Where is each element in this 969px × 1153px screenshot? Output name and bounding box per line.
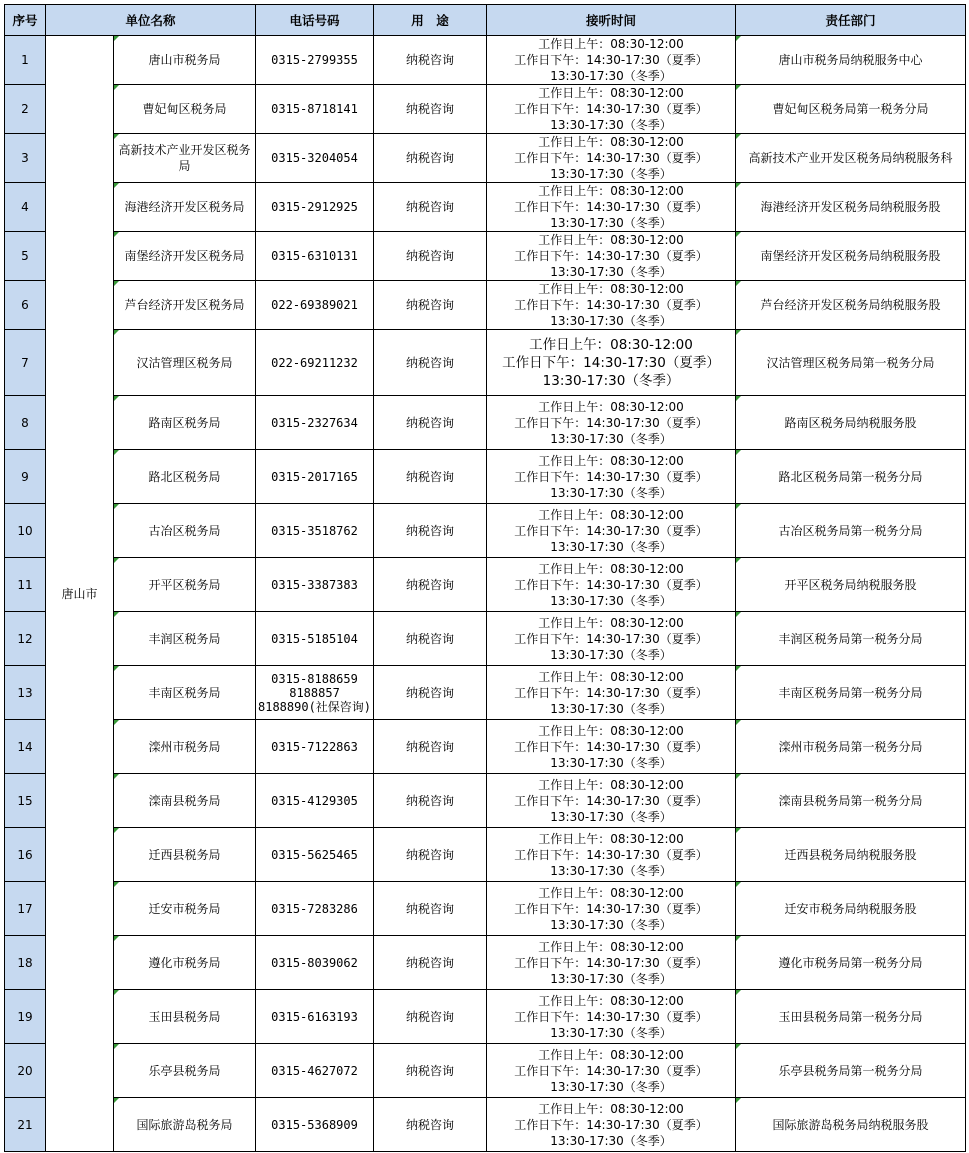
hours-line: 工作日下午：14:30-17:30（夏季） (514, 523, 708, 538)
row-seq: 15 (5, 774, 46, 828)
hours-line: 工作日下午：14:30-17:30（夏季） (514, 151, 708, 165)
row-seq: 11 (5, 558, 46, 612)
table-row (5, 232, 966, 281)
usage: 纳税咨询 (374, 504, 487, 558)
unit-name: 芦台经济开发区税务局 (114, 281, 256, 330)
hours-line: 13:30-17:30（冬季） (550, 431, 672, 446)
row-seq: 21 (5, 1098, 46, 1152)
usage: 纳税咨询 (374, 666, 487, 720)
row-seq: 17 (5, 882, 46, 936)
hours-line: 工作日下午：14:30-17:30（夏季） (514, 739, 708, 754)
row-seq: 4 (5, 183, 46, 232)
unit-name: 丰南区税务局 (114, 666, 256, 720)
hours-line: 工作日上午：08:30-12:00 (538, 233, 684, 247)
hours-line: 13:30-17:30（冬季） (550, 539, 672, 554)
responsible-dept: 开平区税务局纳税服务股 (736, 558, 966, 612)
usage: 纳税咨询 (374, 612, 487, 666)
row-seq: 16 (5, 828, 46, 882)
usage: 纳税咨询 (374, 882, 487, 936)
usage: 纳税咨询 (374, 558, 487, 612)
hours-line: 工作日下午：14:30-17:30（夏季） (514, 1063, 708, 1078)
usage: 纳税咨询 (374, 990, 487, 1044)
header-phone: 电话号码 (256, 5, 374, 36)
hours-line: 工作日下午：14:30-17:30（夏季） (502, 354, 720, 371)
usage: 纳税咨询 (374, 1098, 487, 1152)
hours-line: 工作日下午：14:30-17:30（夏季） (514, 1009, 708, 1024)
responsible-dept: 南堡经济开发区税务局纳税服务股 (736, 232, 966, 281)
responsible-dept: 汉沽管理区税务局第一税务分局 (736, 330, 966, 396)
header-row (5, 5, 966, 36)
row-seq: 20 (5, 1044, 46, 1098)
hours-line: 13:30-17:30（冬季） (550, 971, 672, 986)
unit-name: 汉沽管理区税务局 (114, 330, 256, 396)
phone-number: 0315-7122863 (256, 720, 374, 774)
unit-name: 迁安市税务局 (114, 882, 256, 936)
table-row (5, 990, 966, 1044)
phone-number: 0315-5368909 (256, 1098, 374, 1152)
service-hours (487, 558, 736, 612)
hours-line: 工作日上午：08:30-12:00 (538, 561, 684, 576)
hours-line: 13:30-17:30（冬季） (550, 917, 672, 932)
hours-line: 工作日上午：08:30-12:00 (538, 669, 684, 684)
service-hours (487, 720, 736, 774)
hours-line: 工作日上午：08:30-12:00 (538, 723, 684, 738)
hours-line: 工作日下午：14:30-17:30（夏季） (514, 577, 708, 592)
row-seq: 10 (5, 504, 46, 558)
hours-line: 工作日上午：08:30-12:00 (538, 615, 684, 630)
unit-name: 乐亭县税务局 (114, 1044, 256, 1098)
hours-line: 工作日下午：14:30-17:30（夏季） (514, 955, 708, 970)
usage: 纳税咨询 (374, 134, 487, 183)
responsible-dept: 芦台经济开发区税务局纳税服务股 (736, 281, 966, 330)
unit-name: 丰润区税务局 (114, 612, 256, 666)
row-seq: 19 (5, 990, 46, 1044)
row-seq: 14 (5, 720, 46, 774)
hours-line: 13:30-17:30（冬季） (550, 485, 672, 500)
table-row (5, 612, 966, 666)
service-hours (487, 396, 736, 450)
service-hours (487, 666, 736, 720)
responsible-dept: 滦州市税务局第一税务分局 (736, 720, 966, 774)
table-row (5, 134, 966, 183)
table-row (5, 1044, 966, 1098)
responsible-dept: 高新技术产业开发区税务局纳税服务科 (736, 134, 966, 183)
hours-line: 工作日上午：08:30-12:00 (538, 184, 684, 198)
hours-line: 13:30-17:30（冬季） (550, 1133, 672, 1148)
table-row (5, 450, 966, 504)
responsible-dept: 丰润区税务局第一税务分局 (736, 612, 966, 666)
hours-line: 工作日上午：08:30-12:00 (538, 507, 684, 522)
row-seq: 6 (5, 281, 46, 330)
unit-name: 滦州市税务局 (114, 720, 256, 774)
hours-line: 工作日上午：08:30-12:00 (538, 939, 684, 954)
hours-line: 工作日下午：14:30-17:30（夏季） (514, 200, 708, 214)
phone-number: 0315-4129305 (256, 774, 374, 828)
responsible-dept: 玉田县税务局第一税务分局 (736, 990, 966, 1044)
hours-line: 工作日上午：08:30-12:00 (538, 831, 684, 846)
table-row (5, 396, 966, 450)
usage: 纳税咨询 (374, 396, 487, 450)
responsible-dept: 遵化市税务局第一税务分局 (736, 936, 966, 990)
row-seq: 5 (5, 232, 46, 281)
row-seq: 12 (5, 612, 46, 666)
table-row (5, 774, 966, 828)
responsible-dept: 迁安市税务局纳税服务股 (736, 882, 966, 936)
table-row (5, 828, 966, 882)
phone-number: 0315-5185104 (256, 612, 374, 666)
unit-name: 南堡经济开发区税务局 (114, 232, 256, 281)
service-hours (487, 330, 736, 396)
table-row (5, 882, 966, 936)
hours-line: 13:30-17:30（冬季） (550, 167, 672, 181)
usage: 纳税咨询 (374, 936, 487, 990)
responsible-dept: 国际旅游岛税务局纳税服务股 (736, 1098, 966, 1152)
row-seq: 18 (5, 936, 46, 990)
header-unit: 单位名称 (46, 5, 256, 36)
table-row (5, 36, 966, 85)
hours-line: 工作日上午：08:30-12:00 (538, 135, 684, 149)
responsible-dept: 曹妃甸区税务局第一税务分局 (736, 85, 966, 134)
phone-number: 0315-2017165 (256, 450, 374, 504)
phone-number: 0315-8718141 (256, 85, 374, 134)
responsible-dept: 古冶区税务局第一税务分局 (736, 504, 966, 558)
table-row (5, 558, 966, 612)
service-hours (487, 134, 736, 183)
service-hours (487, 774, 736, 828)
hotline-table (4, 4, 966, 1152)
phone-number: 0315-3387383 (256, 558, 374, 612)
unit-name: 路北区税务局 (114, 450, 256, 504)
hours-line: 13:30-17:30（冬季） (550, 69, 672, 83)
service-hours (487, 1098, 736, 1152)
service-hours (487, 450, 736, 504)
header-dept: 责任部门 (736, 5, 966, 36)
usage: 纳税咨询 (374, 85, 487, 134)
table-row (5, 183, 966, 232)
hours-line: 工作日上午：08:30-12:00 (538, 885, 684, 900)
responsible-dept: 路北区税务局第一税务分局 (736, 450, 966, 504)
phone-number: 022-69389021 (256, 281, 374, 330)
phone-number: 0315-8188659 8188857 8188890(社保咨询) (256, 666, 374, 720)
responsible-dept: 海港经济开发区税务局纳税服务股 (736, 183, 966, 232)
phone-number: 0315-7283286 (256, 882, 374, 936)
hours-line: 工作日上午：08:30-12:00 (538, 453, 684, 468)
usage: 纳税咨询 (374, 450, 487, 504)
hours-line: 13:30-17:30（冬季） (550, 314, 672, 328)
usage: 纳税咨询 (374, 183, 487, 232)
hours-line: 工作日下午：14:30-17:30（夏季） (514, 793, 708, 808)
phone-number: 0315-2327634 (256, 396, 374, 450)
service-hours (487, 1044, 736, 1098)
unit-name: 海港经济开发区税务局 (114, 183, 256, 232)
hours-line: 工作日上午：08:30-12:00 (538, 1047, 684, 1062)
unit-name: 国际旅游岛税务局 (114, 1098, 256, 1152)
hours-line: 工作日下午：14:30-17:30（夏季） (514, 249, 708, 263)
responsible-dept: 滦南县税务局第一税务分局 (736, 774, 966, 828)
table-body (5, 36, 966, 1152)
unit-name: 唐山市税务局 (114, 36, 256, 85)
usage: 纳税咨询 (374, 1044, 487, 1098)
header-use: 用 途 (374, 5, 487, 36)
unit-name: 开平区税务局 (114, 558, 256, 612)
table-row (5, 936, 966, 990)
phone-number: 0315-3518762 (256, 504, 374, 558)
responsible-dept: 路南区税务局纳税服务股 (736, 396, 966, 450)
responsible-dept: 丰南区税务局第一税务分局 (736, 666, 966, 720)
hours-line: 13:30-17:30（冬季） (542, 372, 680, 389)
phone-number: 0315-6310131 (256, 232, 374, 281)
phone-number: 0315-6163193 (256, 990, 374, 1044)
usage: 纳税咨询 (374, 828, 487, 882)
row-seq: 2 (5, 85, 46, 134)
unit-name: 滦南县税务局 (114, 774, 256, 828)
hours-line: 工作日上午：08:30-12:00 (538, 37, 684, 51)
hours-line: 13:30-17:30（冬季） (550, 1079, 672, 1094)
service-hours (487, 828, 736, 882)
responsible-dept: 乐亭县税务局第一税务分局 (736, 1044, 966, 1098)
service-hours (487, 281, 736, 330)
service-hours (487, 183, 736, 232)
hours-line: 工作日上午：08:30-12:00 (538, 86, 684, 100)
hours-line: 工作日下午：14:30-17:30（夏季） (514, 53, 708, 67)
unit-name: 遵化市税务局 (114, 936, 256, 990)
header-hours: 接听时间 (487, 5, 736, 36)
service-hours (487, 85, 736, 134)
hours-line: 13:30-17:30（冬季） (550, 1025, 672, 1040)
hours-line: 工作日下午：14:30-17:30（夏季） (514, 415, 708, 430)
table-row (5, 666, 966, 720)
hours-line: 13:30-17:30（冬季） (550, 118, 672, 132)
hours-line: 工作日下午：14:30-17:30（夏季） (514, 685, 708, 700)
service-hours (487, 612, 736, 666)
hours-line: 13:30-17:30（冬季） (550, 863, 672, 878)
hours-line: 工作日下午：14:30-17:30（夏季） (514, 102, 708, 116)
phone-number: 0315-2912925 (256, 183, 374, 232)
hours-line: 工作日下午：14:30-17:30（夏季） (514, 298, 708, 312)
unit-name: 曹妃甸区税务局 (114, 85, 256, 134)
header-seq: 序号 (5, 5, 46, 36)
row-seq: 3 (5, 134, 46, 183)
row-seq: 1 (5, 36, 46, 85)
hours-line: 工作日上午：08:30-12:00 (538, 993, 684, 1008)
responsible-dept: 唐山市税务局纳税服务中心 (736, 36, 966, 85)
usage: 纳税咨询 (374, 330, 487, 396)
city-cell: 唐山市 (46, 36, 114, 1152)
row-seq: 13 (5, 666, 46, 720)
hours-line: 工作日上午：08:30-12:00 (538, 1101, 684, 1116)
hours-line: 13:30-17:30（冬季） (550, 701, 672, 716)
table-row (5, 1098, 966, 1152)
hours-line: 工作日下午：14:30-17:30（夏季） (514, 1117, 708, 1132)
unit-name: 高新技术产业开发区税务局 (114, 134, 256, 183)
usage: 纳税咨询 (374, 281, 487, 330)
hours-line: 工作日下午：14:30-17:30（夏季） (514, 901, 708, 916)
unit-name: 迁西县税务局 (114, 828, 256, 882)
hours-line: 工作日下午：14:30-17:30（夏季） (514, 631, 708, 646)
usage: 纳税咨询 (374, 36, 487, 85)
hours-line: 13:30-17:30（冬季） (550, 647, 672, 662)
table-row (5, 85, 966, 134)
hours-line: 工作日上午：08:30-12:00 (538, 777, 684, 792)
hours-line: 13:30-17:30（冬季） (550, 593, 672, 608)
usage: 纳税咨询 (374, 232, 487, 281)
row-seq: 7 (5, 330, 46, 396)
unit-name: 古冶区税务局 (114, 504, 256, 558)
service-hours (487, 504, 736, 558)
unit-name: 路南区税务局 (114, 396, 256, 450)
row-seq: 8 (5, 396, 46, 450)
phone-number: 0315-4627072 (256, 1044, 374, 1098)
service-hours (487, 232, 736, 281)
service-hours (487, 36, 736, 85)
hours-line: 工作日下午：14:30-17:30（夏季） (514, 847, 708, 862)
table-row (5, 330, 966, 396)
responsible-dept: 迁西县税务局纳税服务股 (736, 828, 966, 882)
service-hours (487, 882, 736, 936)
hours-line: 工作日下午：14:30-17:30（夏季） (514, 469, 708, 484)
table-row (5, 720, 966, 774)
phone-number: 022-69211232 (256, 330, 374, 396)
usage: 纳税咨询 (374, 720, 487, 774)
table-row (5, 281, 966, 330)
table-row (5, 504, 966, 558)
phone-number: 0315-2799355 (256, 36, 374, 85)
service-hours (487, 990, 736, 1044)
hours-line: 工作日上午：08:30-12:00 (538, 282, 684, 296)
usage: 纳税咨询 (374, 774, 487, 828)
phone-number: 0315-3204054 (256, 134, 374, 183)
hours-line: 13:30-17:30（冬季） (550, 809, 672, 824)
phone-number: 0315-8039062 (256, 936, 374, 990)
unit-name: 玉田县税务局 (114, 990, 256, 1044)
hours-line: 工作日上午：08:30-12:00 (529, 336, 693, 353)
hours-line: 13:30-17:30（冬季） (550, 216, 672, 230)
service-hours (487, 936, 736, 990)
hours-line: 工作日上午：08:30-12:00 (538, 399, 684, 414)
hours-line: 13:30-17:30（冬季） (550, 265, 672, 279)
phone-number: 0315-5625465 (256, 828, 374, 882)
hours-line: 13:30-17:30（冬季） (550, 755, 672, 770)
row-seq: 9 (5, 450, 46, 504)
